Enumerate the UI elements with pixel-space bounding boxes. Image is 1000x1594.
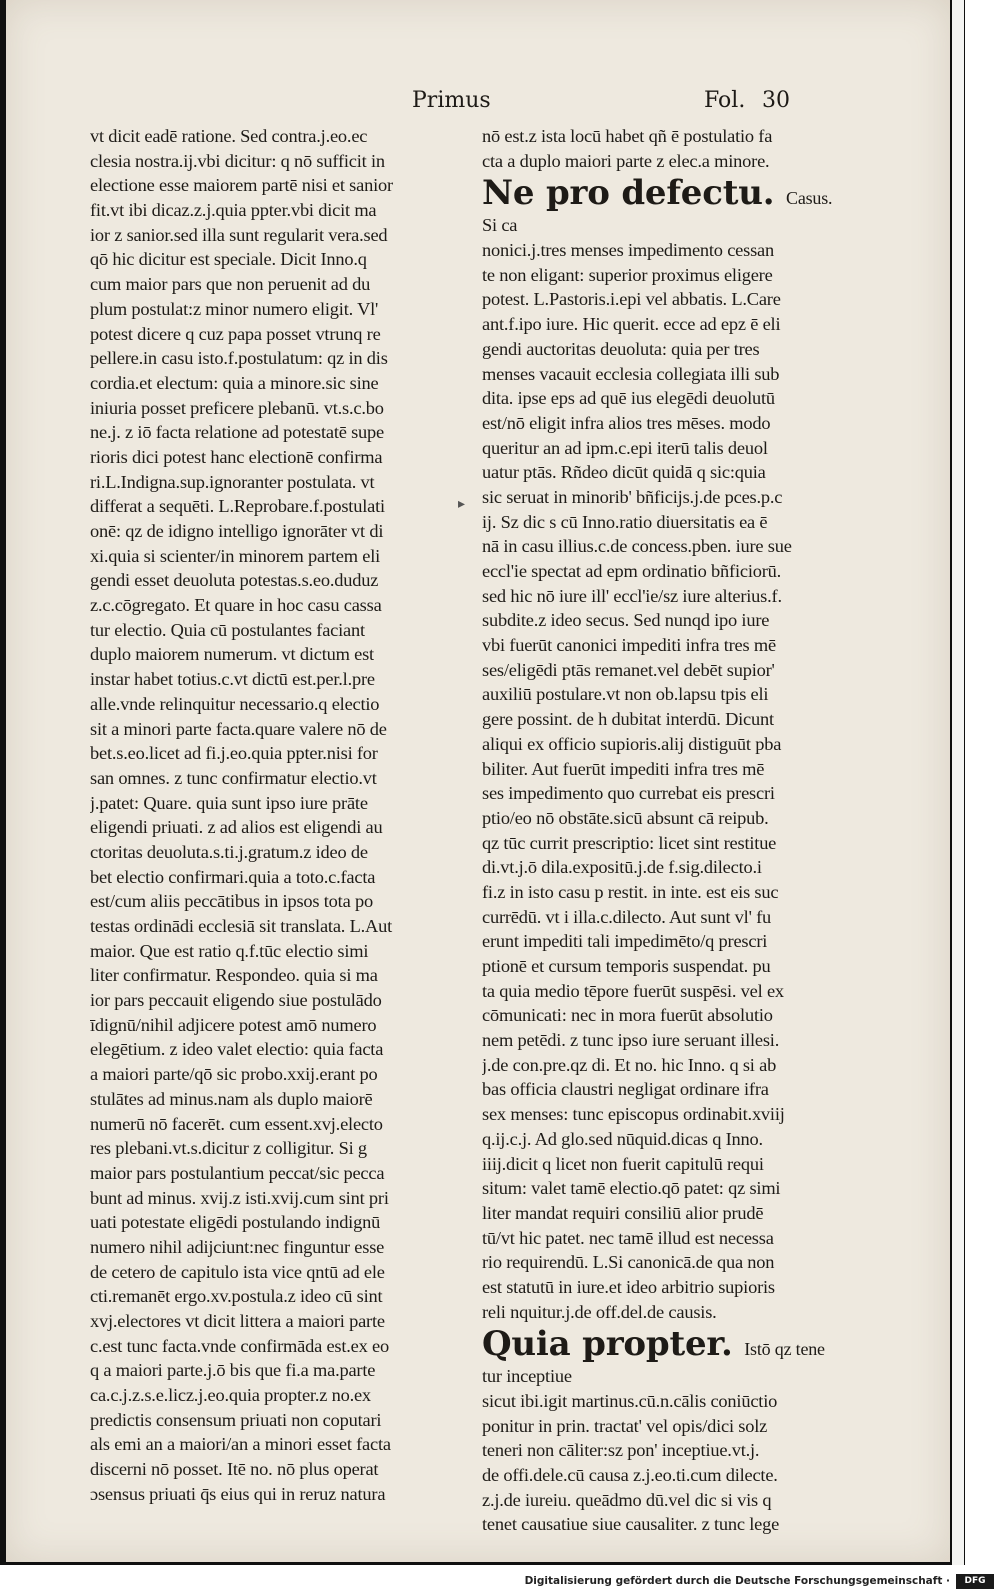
text-line: tenet causatiue siue causaliter. z tunc lege — [482, 1514, 780, 1535]
text-line: ne.j. z iō facta relatione ad potestatē supe — [90, 422, 384, 443]
text-line: teneri non cāliter:sz pon' inceptiue.vt.j. — [482, 1440, 760, 1461]
text-line: gendi auctoritas deuoluta: quia per tres — [482, 338, 760, 359]
text-line: cōmunicati: nec in mora fuerūt absolutio — [482, 1005, 773, 1026]
text-line: fit.vt ibi dicaz.z.j.quia ppter.vbi dicit ma — [90, 200, 377, 221]
text-line: plum postulat:z minor numero eligit. Vl' — [90, 298, 379, 319]
text-line: ponitur in prin. tractat' vel opis/dici solz — [482, 1415, 768, 1436]
text-line: tū/vt hic patet. nec tamē illud est necessa — [482, 1227, 774, 1248]
text-line: ri.L.Indigna.sup.ignoranter postulata. vt — [90, 471, 375, 492]
text-line: xi.quia si scienter/in minorem partem eli — [90, 545, 381, 566]
text-line: liter confirmatur. Respondeo. quia si ma — [90, 965, 378, 986]
text-line: nō est.z ista locū habet qñ ē postulatio fa — [482, 126, 773, 146]
text-line: uati potestate eligēdi postulando indignū — [90, 1212, 381, 1233]
text-line: ctoritas deuoluta.s.ti.j.gratum.z ideo de — [90, 841, 368, 862]
text-line: gere possint. de h dubitat interdū. Dicunt — [482, 709, 774, 730]
text-line: elegētium. z ideo valet electio: quia facta — [90, 1039, 384, 1060]
text-line: maior. Que est ratio q.f.tūc electio simi — [90, 940, 369, 961]
text-line: tur electio. Quia cū postulantes faciant — [90, 619, 365, 640]
text-line: vbi fuerūt canonici impediti infra tres mē — [482, 635, 776, 656]
text-line: res plebani.vt.s.dicitur z colligitur. Si g — [90, 1138, 367, 1159]
text-line: differat a sequēti. L.Reprobare.f.postulati — [90, 496, 385, 517]
text-line: ca.c.j.z.s.e.licz.j.eo.quia propter.z no.ex — [90, 1385, 371, 1406]
text-line: potest. L.Pastoris.i.epi vel abbatis. L.Care — [482, 289, 781, 310]
text-line: sic seruat in minorib' bñficijs.j.de pces.p.c — [482, 486, 783, 507]
footer-credit: Digitalisierung gefördert durch die Deutsche Forschungsgemeinschaft · — [524, 1575, 950, 1587]
text-line: ior z sanior.sed illa sunt regularit vera.sed — [90, 224, 388, 245]
right-text-column — [482, 124, 832, 1537]
text-line: j.de con.pre.qz di. Et no. hic Inno. q si ab — [482, 1054, 777, 1075]
text-line: ta quia medio tēpore fuerūt suspēsi. vel ex — [482, 980, 784, 1001]
text-line: z.j.de iureiu. queādmo dū.vel dic si vis q — [482, 1489, 772, 1510]
text-line: tur inceptiue — [482, 1366, 572, 1387]
side-marker: ▸ — [458, 496, 466, 512]
text-line: sed hic nō iure ill' eccl'ie/sz iure alterius.f. — [482, 585, 782, 606]
page-edge — [952, 0, 964, 1565]
text-line: cti.remanēt ergo.xv.postula.z ideo cū sint — [90, 1286, 383, 1307]
text-line: queritur an ad ipm.c.epi iterū talis deuol — [482, 437, 768, 458]
text-line: q.ij.c.j. Ad glo.sed nūquid.dicas q Inno. — [482, 1128, 763, 1149]
text-line: j.patet: Quare. quia sunt ipso iure prāte — [90, 792, 368, 813]
text-line: subdite.z ideo secus. Sed nunqd ipo iure — [482, 610, 770, 631]
text-line: alle.vnde relinquitur necessario.q electio — [90, 693, 380, 714]
text-line: di.vt.j.ō dila.expositū.j.de f.sig.dilecto.i — [482, 857, 762, 878]
section-heading-ne-pro-defectu: Ne pro defectu. Casus. — [482, 173, 832, 214]
text-line: bas officia claustri negligat ordinare ifra — [482, 1079, 769, 1100]
text-line: onē: qz de idigno intelligo ignorāter vt di — [90, 521, 384, 541]
text-line: est/cum aliis peccātibus in ipsos tota po — [90, 891, 373, 912]
folio-label: Fol. — [704, 88, 746, 113]
text-line: discerni nō posset. Itē no. nō plus operat — [90, 1459, 379, 1480]
text-line: testas ordinādi ecclesiā sit translata. L.Aut — [90, 916, 393, 936]
text-line: predictis consensum priuati non coputari — [90, 1409, 382, 1430]
text-line: currēdū. vt i illa.c.dilecto. Aut sunt vl' fu — [482, 906, 772, 927]
text-line: z.c.cōgregato. Et quare in hoc casu cassa — [90, 595, 382, 616]
text-line: īdignū/nihil adjicere potest amō numero — [90, 1014, 377, 1035]
text-line: iniuria posset preficere plebanū. vt.s.c.bo — [90, 397, 384, 418]
text-line: bet.s.eo.licet ad fi.j.eo.quia ppter.nisi for — [90, 743, 378, 764]
text-line: a maiori parte/qō sic probo.xxij.erant po — [90, 1064, 378, 1085]
text-line: stulātes ad minus.nam als duplo maiorē — [90, 1088, 373, 1109]
text-line: ptio/eo nō obstāte.sicū absunt cā reipub. — [482, 807, 769, 828]
text-line: ɔsensus priuati q̄s eius qui in reruz natura — [90, 1483, 386, 1504]
text-line: erunt impediti tali impedimēto/q prescri — [482, 931, 768, 952]
text-line: nem petēdi. z tunc ipso iure seruant illesi. — [482, 1030, 780, 1051]
text-line: te non eligant: superior proximus eligere — [482, 264, 773, 285]
text-line: eccl'ie spectat ad epm ordinatio bñficiorū. — [482, 561, 782, 581]
text-line: q a maiori parte.j.ō bis que fi.a ma.parte — [90, 1360, 376, 1381]
text-line: bunt ad minus. xvij.z isti.xvij.cum sint pri — [90, 1187, 389, 1208]
dfg-logo: DFG — [956, 1574, 994, 1589]
text-line: c.est tunc facta.vnde confirmāda est.ex eo — [90, 1335, 389, 1356]
text-line: cordia.et electum: quia a minore.sic sine — [90, 372, 379, 393]
text-line: fi.z in isto casu p restit. in inte. est eis suc — [482, 881, 779, 902]
text-line: ses impedimento quo currebat eis prescri — [482, 783, 775, 804]
text-line: nonici.j.tres menses impedimento cessan — [482, 240, 774, 261]
text-line: ses/eligēdi ptās remanet.vel debēt supior' — [482, 659, 775, 680]
text-line: biliter. Aut fuerūt impediti infra tres mē — [482, 758, 765, 779]
folio-number: 30 — [762, 88, 790, 113]
text-line: dita. ipse eps ad quē ius elegēdi deuolutū — [482, 388, 775, 409]
text-line: bet electio confirmari.quia a toto.c.facta — [90, 866, 376, 887]
text-line: liter mandat requiri consiliū alior prudē — [482, 1202, 764, 1223]
text-line: ptionē et cursum temporis suspendat. pu — [482, 956, 771, 976]
text-line: potest dicere q cuz papa posset vtrunq re — [90, 323, 381, 344]
text-line: numerū nō facerēt. cum essent.xvj.electo — [90, 1113, 383, 1134]
text-line: eligendi priuati. z ad alios est eligendi au — [90, 817, 383, 838]
text-line: iiij.dicit q licet non fuerit capitulū requi — [482, 1153, 764, 1174]
section-heading-quia-propter: Quia propter. Istō qz tene — [482, 1324, 825, 1365]
left-text-column — [90, 124, 430, 1507]
text-line: ior pars peccauit eligendo siue postulādo — [90, 990, 382, 1011]
text-line: gendi esset deuoluta potestas.s.eo.duduz — [90, 570, 379, 591]
text-line: est/nō eligit infra alios tres mēses. modo — [482, 412, 771, 433]
text-line: duplo maiorem numerum. vt dictum est — [90, 644, 374, 665]
footer-bar — [0, 1572, 1000, 1594]
text-line: san omnes. z tunc confirmatur electio.vt — [90, 767, 377, 788]
text-line: rio requirendū. L.Si canonicā.de qua non — [482, 1252, 775, 1273]
text-line: situm: valet tamē electio.qō patet: qz simi — [482, 1178, 781, 1199]
text-line: auxiliū postulare.vt non ob.lapsu tpis eli — [482, 684, 769, 705]
text-line: qō hic dicitur est speciale. Dicit Inno.q — [90, 249, 367, 270]
text-line: reli nquitur.j.de off.del.de causis. — [482, 1301, 717, 1322]
text-line: clesia nostra.ij.vbi dicitur: q nō sufficit in — [90, 150, 385, 171]
text-line: sex menses: tunc episcopus ordinabit.xviij — [482, 1104, 785, 1125]
text-line: ij. Sz dic s cū Inno.ratio diuersitatis ea ē — [482, 511, 768, 532]
text-line: uatur ptās. Rñdeo dicūt quidā q sic:quia — [482, 462, 766, 483]
text-line: ant.f.ipo iure. Hic querit. ecce ad epz ē eli — [482, 314, 781, 335]
text-line: maior pars postulantium peccat/sic pecca — [90, 1162, 385, 1183]
folio-page — [6, 0, 950, 1562]
text-line: numero nihil adijciunt:nec finguntur esse — [90, 1236, 385, 1257]
text-line: sicut ibi.igit martinus.cū.n.cālis coniūctio — [482, 1391, 778, 1411]
text-line: xvj.electores vt dicit littera a maiori parte — [90, 1311, 385, 1331]
text-line: est statutū in iure.et ideo arbitrio supioris — [482, 1276, 775, 1297]
text-line: qz tūc currit prescriptio: licet sint restitue — [482, 832, 777, 853]
text-line: Si ca — [482, 215, 518, 236]
running-head-title: Primus — [412, 88, 491, 113]
text-line: cta a duplo maiori parte z elec.a minore. — [482, 150, 770, 171]
text-line: nā in casu illius.c.de concess.pben. iure sue — [482, 536, 792, 557]
text-line: als emi an a maiori/an a minori esset facta — [90, 1434, 391, 1455]
text-line: aliqui ex officio supioris.alij distiguūt pba — [482, 733, 782, 754]
text-line: vt dicit eadē ratione. Sed contra.j.eo.ec — [90, 126, 368, 146]
text-line: pellere.in casu isto.f.postulatum: qz in dis — [90, 348, 388, 369]
text-line: de offi.dele.cū causa z.j.eo.ti.cum dilecte. — [482, 1465, 778, 1486]
text-line: menses vacauit ecclesia collegiata illi sub — [482, 363, 780, 384]
text-line: rioris dici potest hanc electionē confirma — [90, 446, 383, 467]
text-line: instar habet totius.c.vt dictū est.per.l.pre — [90, 669, 375, 690]
text-line: de cetero de capitulo ista vice qntū ad ele — [90, 1261, 385, 1282]
text-line: sit a minori parte facta.quare valere nō de — [90, 718, 387, 739]
text-line: cum maior pars que non peruenit ad du — [90, 274, 371, 295]
text-line: electione esse maiorem partē nisi et sanior — [90, 175, 393, 196]
